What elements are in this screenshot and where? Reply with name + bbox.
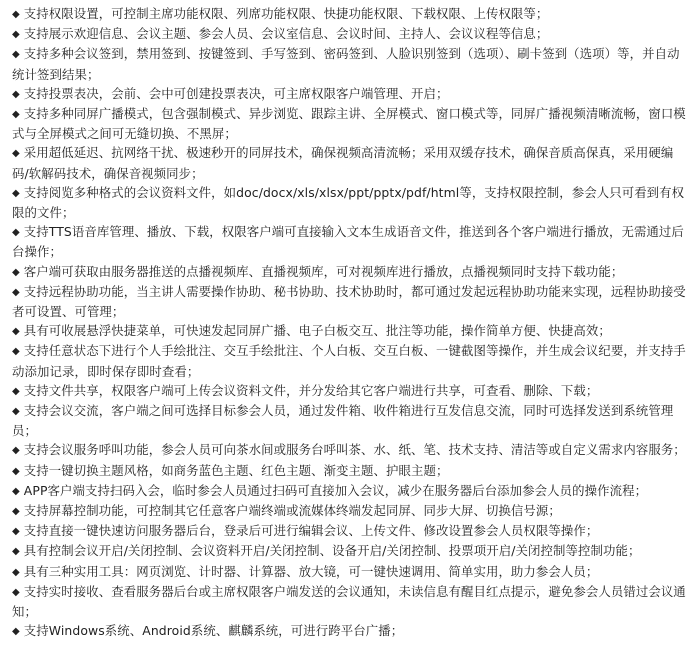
- feature-text: 支持直接一键快速访问服务器后台，登录后可进行编辑会议、上传文件、修改设置参会人员权限等操作；: [23, 523, 599, 539]
- diamond-bullet-icon: ◆: [12, 465, 20, 477]
- feature-text: 支持多种同屏广播模式，包含强制模式、异步浏览、跟踪主讲、全屏模式、窗口模式等，同屏广播视频清晰流畅，窗口模式与全屏模式之间可无缝切换、不黑屏；: [12, 106, 686, 142]
- diamond-bullet-icon: ◆: [12, 406, 20, 418]
- feature-text: 支持Windows系统、Android系统、麒麟系统，可进行跨平台广播；: [23, 623, 404, 639]
- diamond-bullet-icon: ◆: [12, 286, 20, 298]
- feature-item: [12, 440, 690, 460]
- diamond-bullet-icon: ◆: [12, 485, 20, 497]
- feature-item: [12, 582, 690, 621]
- feature-item: [12, 541, 690, 561]
- feature-text: 支持一键切换主题风格，如商务蓝色主题、红色主题、渐变主题、护眼主题；: [23, 462, 449, 478]
- diamond-bullet-icon: ◆: [12, 526, 20, 538]
- diamond-bullet-icon: ◆: [12, 9, 20, 20]
- feature-text: APP客户端支持扫码入会，临时参会人员通过扫码可直接加入会议，减少在服务器后台添加参会人员的操作流程；: [23, 482, 648, 498]
- feature-item: [12, 501, 690, 521]
- feature-item: [12, 401, 690, 440]
- feature-text: 支持会议交流，客户端之间可选择目标参会人员，通过发件箱、收件箱进行互发信息交流，同时可选择发送到系统管理员；: [12, 403, 674, 439]
- feature-item: [12, 143, 690, 182]
- feature-list: [12, 4, 690, 642]
- diamond-bullet-icon: ◆: [12, 445, 20, 457]
- feature-item: [12, 282, 690, 321]
- feature-item: [12, 621, 690, 641]
- feature-text: 支持权限设置，可控制主席功能权限、列席功能权限、快捷功能权限、下载权限、上传权限等；: [23, 6, 549, 21]
- diamond-bullet-icon: ◆: [12, 566, 20, 578]
- diamond-bullet-icon: ◆: [12, 266, 20, 278]
- diamond-bullet-icon: ◆: [12, 546, 20, 558]
- feature-text: 支持展示欢迎信息、会议主题、参会人员、会议室信息、会议时间、主持人、会议议程等信息；: [23, 26, 549, 42]
- feature-text: 支持屏幕控制功能，可控制其它任意客户端终端或流媒体终端发起同屏、同步大屏、切换信号源；: [23, 503, 561, 519]
- feature-text: 支持远程协助功能，当主讲人需要操作协助、秘书协助、技术协助时，都可通过发起远程协助功能来实现，远程协助接受者可设置、可管理；: [12, 283, 686, 320]
- diamond-bullet-icon: ◆: [12, 29, 20, 41]
- feature-item: [12, 44, 690, 83]
- feature-item: [12, 562, 690, 582]
- feature-text: 支持多种会议签到，禁用签到、按键签到、手写签到、密码签到、人脸识别签到（选项）、刷卡签到（选项）等，并自动统计签到结果；: [12, 46, 680, 82]
- diamond-bullet-icon: ◆: [12, 506, 20, 518]
- diamond-bullet-icon: ◆: [12, 49, 20, 61]
- feature-item: [12, 262, 690, 282]
- feature-text: 支持阅览多种格式的会议资料文件，如doc/docx/xls/xlsx/ppt/pptx/pdf/html等，支持权限控制，参会人只可看到有权限的文件；: [12, 184, 685, 221]
- diamond-bullet-icon: ◆: [12, 346, 20, 358]
- feature-item: [12, 381, 690, 401]
- feature-text: 具有控制会议开启/关闭控制、会议资料开启/关闭控制、设备开启/关闭控制、投票项开启/关闭控制等控制功能；: [23, 543, 641, 559]
- feature-item: [12, 84, 690, 104]
- feature-text: 支持会议服务呼叫功能，参会人员可向茶水间或服务台呼叫茶、水、纸、笔、技术支持、清洁等或自定义需求内容服务；: [23, 442, 686, 458]
- diamond-bullet-icon: ◆: [12, 227, 20, 239]
- feature-text: 支持投票表决，会前、会中可创建投票表决，可主席权限客户端管理、开启；: [23, 85, 449, 101]
- feature-item: [12, 4, 690, 24]
- diamond-bullet-icon: ◆: [12, 326, 20, 338]
- diamond-bullet-icon: ◆: [12, 148, 20, 160]
- feature-item: [12, 481, 690, 501]
- diamond-bullet-icon: ◆: [12, 109, 20, 121]
- feature-text: 支持任意状态下进行个人手绘批注、交互手绘批注、个人白板、交互白板、一键截图等操作，并生成会议纪要，并支持手动添加记录，即时保存即时查看；: [12, 343, 686, 379]
- diamond-bullet-icon: ◆: [12, 187, 20, 199]
- feature-item: [12, 461, 690, 481]
- diamond-bullet-icon: ◆: [12, 586, 20, 598]
- feature-item: [12, 321, 690, 341]
- feature-text: 具有可收展悬浮快捷菜单，可快速发起同屏广播、电子白板交互、批注等功能，操作简单方便、快捷高效；: [23, 323, 611, 339]
- feature-item: [12, 341, 690, 380]
- feature-item: [12, 521, 690, 541]
- feature-text: 采用超低延迟、抗网络干扰、极速秒开的同屏技术，确保视频高清流畅；采用双缓存技术，确保音质高保真，采用硬编码/软解码技术，确保音视频同步；: [12, 145, 674, 181]
- diamond-bullet-icon: ◆: [12, 626, 20, 638]
- diamond-bullet-icon: ◆: [12, 385, 20, 397]
- feature-text: 支持实时接收、查看服务器后台或主席权限客户端发送的会议通知，未读信息有醒目红点提示，避免参会人员错过会议通知；: [12, 583, 686, 620]
- feature-text: 具有三种实用工具：网页浏览、计时器、计算器、放大镜，可一键快速调用、简单实用，助力参会人员；: [23, 563, 599, 579]
- feature-item: [12, 183, 690, 222]
- feature-text: 支持文件共享，权限客户端可上传会议资料文件，并分发给其它客户端进行共享，可查看、删除、下载；: [23, 382, 599, 398]
- feature-item: [12, 104, 690, 143]
- feature-text: 支持TTS语音库管理、播放、下载，权限客户端可直接输入文本生成语音文件，推送到各个客户端进行播放，无需通过后台操作；: [12, 224, 684, 260]
- feature-text: 客户端可获取由服务器推送的点播视频库、直播视频库，可对视频库进行播放，点播视频同时支持下载功能；: [23, 263, 624, 279]
- feature-item: [12, 24, 690, 44]
- feature-item: [12, 222, 690, 261]
- diamond-bullet-icon: ◆: [12, 88, 20, 100]
